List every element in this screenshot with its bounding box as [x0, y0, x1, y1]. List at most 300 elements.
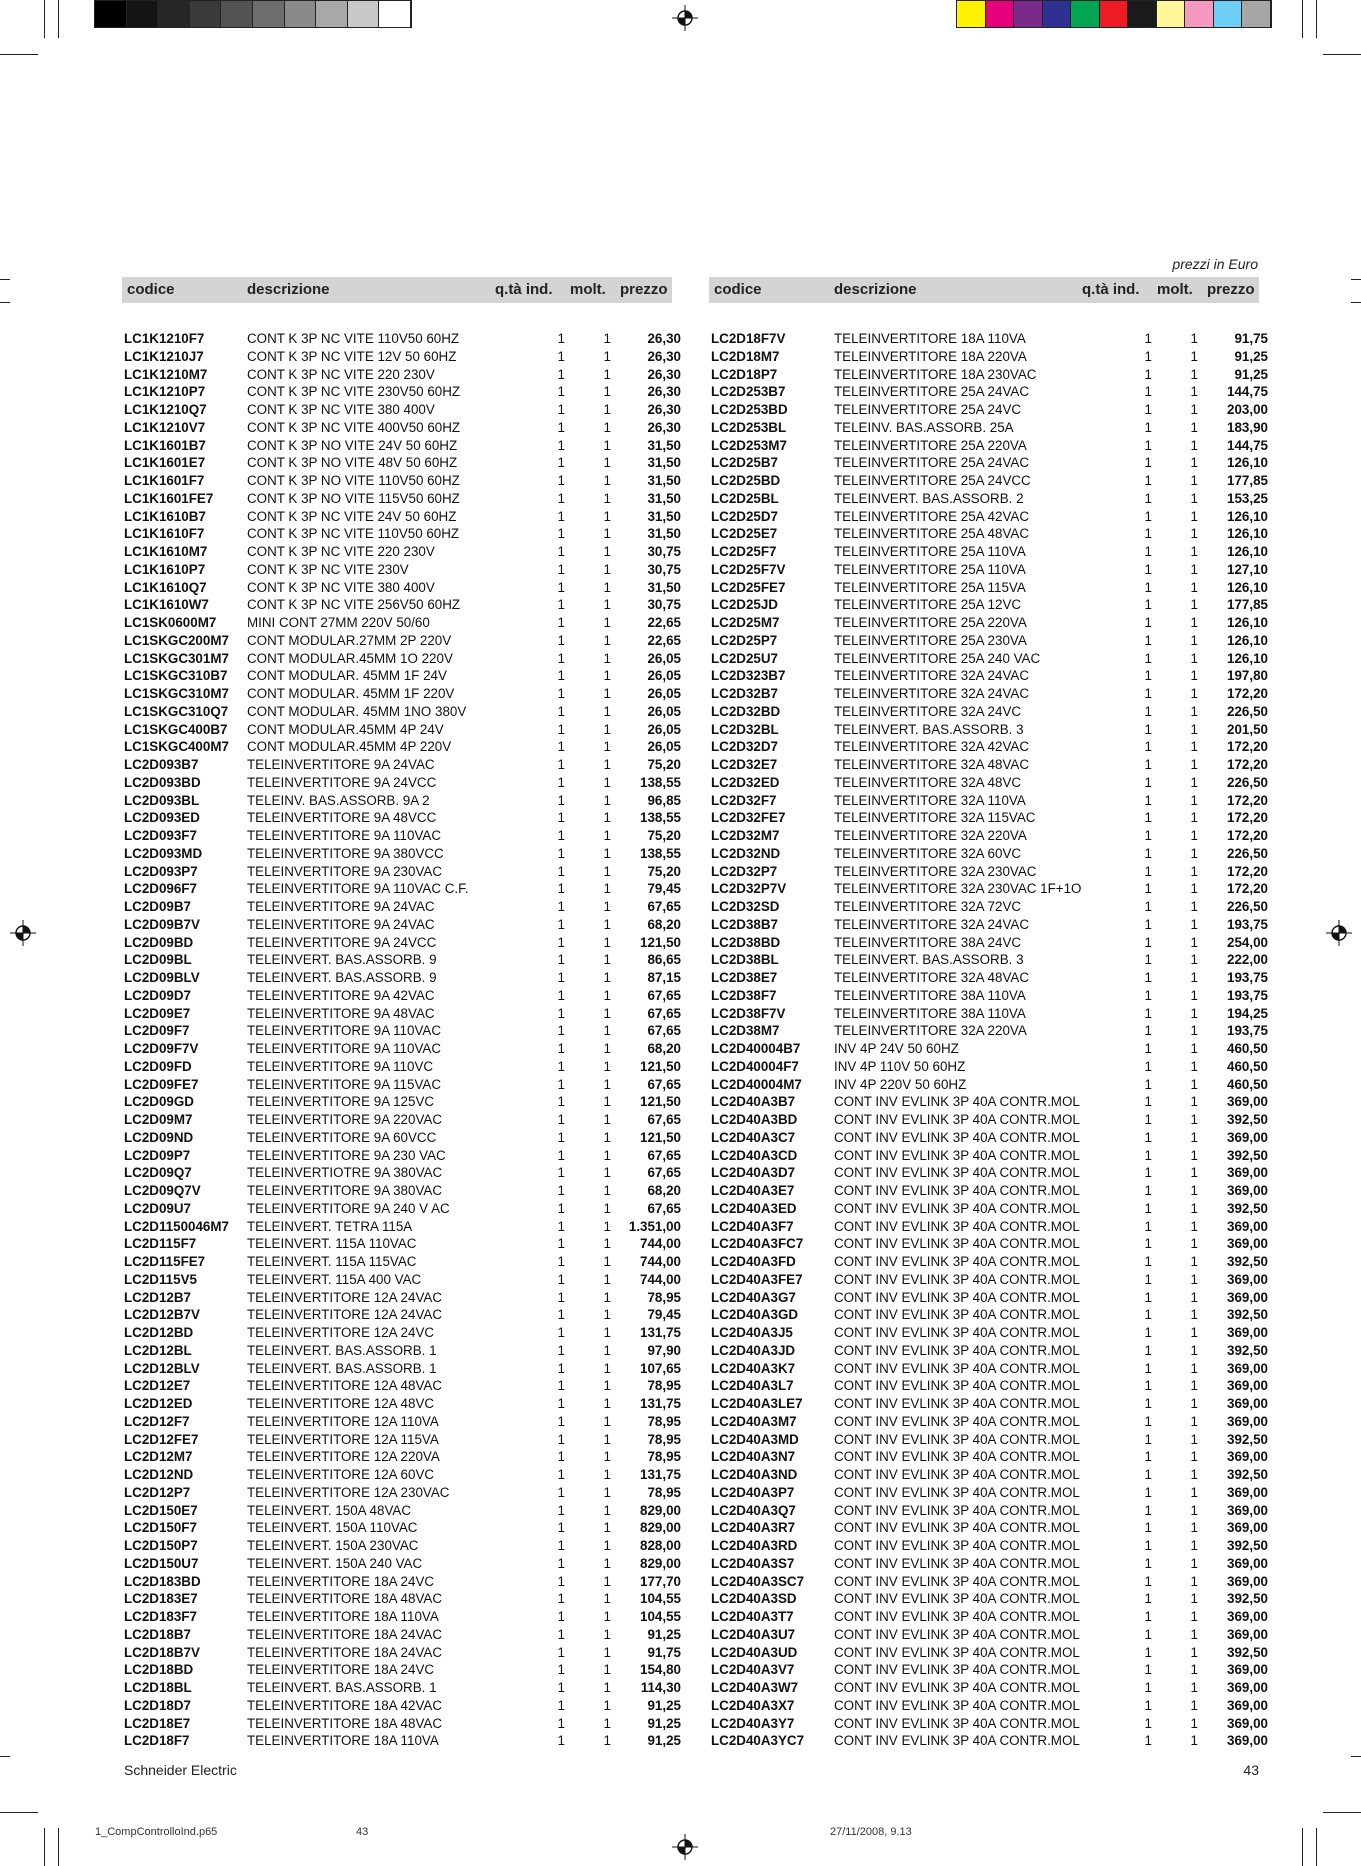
- order-multiple: 1: [1190, 970, 1198, 985]
- crop-mark: [1351, 302, 1361, 303]
- unit-price: 126,10: [1227, 526, 1268, 542]
- pack-quantity: 1: [1144, 1715, 1152, 1731]
- product-description: TELEINVERTITORE 32A 220VA: [834, 828, 1027, 843]
- unit-price: 201,50: [1227, 721, 1268, 737]
- pack-quantity: 1: [557, 1555, 565, 1571]
- unit-price: 392,50: [1227, 1112, 1268, 1127]
- color-swatch: [316, 1, 348, 27]
- table-row: [124, 721, 684, 739]
- product-description: CONT MODULAR.45MM 4P 24V: [247, 721, 444, 737]
- unit-price: 369,00: [1227, 1271, 1268, 1287]
- unit-price: 172,20: [1227, 739, 1268, 755]
- unit-price: 392,50: [1227, 1147, 1268, 1163]
- order-multiple: 1: [1190, 1112, 1198, 1127]
- pack-quantity: 1: [557, 331, 565, 346]
- color-swatch: [379, 1, 411, 27]
- table-row: [711, 1448, 1271, 1466]
- product-code: LC2D40A3FC7: [711, 1236, 804, 1252]
- unit-price: 75,20: [647, 828, 681, 843]
- product-description: TELEINVERTITORE 25A 220VA: [834, 437, 1027, 453]
- table-header-left: [122, 277, 672, 303]
- crop-mark: [1316, 1828, 1317, 1866]
- order-multiple: 1: [603, 1502, 611, 1518]
- product-description: INV 4P 220V 50 60HZ: [834, 1076, 967, 1092]
- pack-quantity: 1: [557, 632, 565, 648]
- color-swatch: [1043, 1, 1072, 27]
- unit-price: 744,00: [640, 1254, 681, 1269]
- pack-quantity: 1: [1144, 1005, 1152, 1021]
- product-code: LC2D12M7: [124, 1449, 193, 1465]
- unit-price: 138,55: [640, 845, 681, 861]
- pack-quantity: 1: [557, 1378, 565, 1394]
- product-description: TELEINVERTITORE 18A 24VAC: [247, 1644, 442, 1660]
- product-code: LC2D12FE7: [124, 1431, 199, 1447]
- unit-price: 460,50: [1227, 1076, 1268, 1092]
- product-code: LC2D40A3Q7: [711, 1502, 796, 1518]
- pack-quantity: 1: [1144, 1218, 1152, 1234]
- unit-price: 177,70: [640, 1573, 681, 1589]
- color-swatch: [190, 1, 222, 27]
- table-row: [124, 1519, 684, 1537]
- pack-quantity: 1: [557, 721, 565, 737]
- unit-price: 91,25: [1234, 366, 1268, 382]
- product-code: LC2D40A3JD: [711, 1342, 796, 1358]
- pack-quantity: 1: [1144, 1058, 1152, 1074]
- product-code: LC2D25F7: [711, 544, 777, 559]
- crop-mark: [1316, 0, 1317, 38]
- unit-price: 226,50: [1227, 899, 1268, 914]
- order-multiple: 1: [603, 1236, 611, 1252]
- product-code: LC2D09B7: [124, 899, 191, 914]
- unit-price: 153,25: [1227, 490, 1268, 506]
- unit-price: 177,85: [1227, 473, 1268, 488]
- product-code: LC2D32D7: [711, 739, 778, 755]
- product-description: TELEINVERTITORE 18A 48VAC: [247, 1715, 442, 1731]
- pack-quantity: 1: [1144, 1449, 1152, 1465]
- footer-brand: Schneider Electric: [124, 1762, 237, 1778]
- product-code: LC1K1601B7: [124, 437, 206, 453]
- product-description: TELEINVERTITORE 38A 110VA: [834, 987, 1026, 1003]
- product-description: TELEINVERTITORE 9A 230VAC: [247, 863, 442, 879]
- pack-quantity: 1: [557, 579, 565, 595]
- product-description: TELEINVERTITORE 9A 110VAC C.F.: [247, 881, 469, 897]
- product-description: TELEINVERT. BAS.ASSORB. 1: [247, 1680, 437, 1695]
- product-description: TELEINVERTITORE 25A 24VCC: [834, 473, 1031, 488]
- order-multiple: 1: [603, 1307, 611, 1323]
- product-description: TELEINVERTITORE 9A 110VC: [247, 1058, 434, 1074]
- pack-quantity: 1: [1144, 1697, 1152, 1713]
- table-row: [711, 721, 1271, 739]
- pack-quantity: 1: [1144, 455, 1152, 471]
- table-row: [711, 1484, 1271, 1502]
- product-description: INV 4P 24V 50 60HZ: [834, 1041, 959, 1056]
- order-multiple: 1: [1190, 1591, 1198, 1607]
- product-description: TELEINVERTITORE 12A 24VAC: [247, 1307, 442, 1323]
- table-row: [124, 579, 684, 597]
- product-code: LC1K1610M7: [124, 544, 208, 559]
- table-row: [711, 508, 1271, 526]
- product-description: CONT INV EVLINK 3P 40A CONTR.MOL: [834, 1360, 1080, 1376]
- unit-price: 26,30: [647, 331, 681, 346]
- product-code: LC2D093F7: [124, 828, 197, 843]
- product-description: TELEINVERTITORE 12A 24VC: [247, 1325, 435, 1340]
- color-swatch: [1128, 1, 1157, 27]
- order-multiple: 1: [603, 1094, 611, 1110]
- table-row: [124, 348, 684, 366]
- unit-price: 369,00: [1227, 1413, 1268, 1429]
- order-multiple: 1: [603, 1662, 611, 1678]
- table-row: [124, 1076, 684, 1094]
- product-description: TELEINVERTITORE 32A 115VAC: [834, 810, 1036, 826]
- table-row: [124, 454, 684, 472]
- pack-quantity: 1: [1144, 1520, 1152, 1536]
- product-description: TELEINVERT. TETRA 115A: [247, 1218, 413, 1234]
- table-row: [711, 1644, 1271, 1662]
- table-row: [124, 508, 684, 526]
- product-description: TELEINVERT. BAS.ASSORB. 1: [247, 1342, 437, 1358]
- product-code: LC2D40A3W7: [711, 1680, 799, 1695]
- product-description: TELEINVERTITORE 32A 24VC: [834, 703, 1022, 719]
- table-row: [711, 472, 1271, 490]
- order-multiple: 1: [603, 739, 611, 755]
- table-row: [711, 1253, 1271, 1271]
- unit-price: 26,05: [647, 721, 681, 737]
- unit-price: 67,65: [647, 1200, 681, 1216]
- order-multiple: 1: [603, 1360, 611, 1376]
- order-multiple: 1: [1190, 703, 1198, 719]
- pack-quantity: 1: [1144, 331, 1152, 346]
- pack-quantity: 1: [557, 881, 565, 897]
- product-code: LC2D40A3SD: [711, 1591, 797, 1607]
- order-multiple: 1: [603, 579, 611, 595]
- table-row: [124, 703, 684, 721]
- pack-quantity: 1: [557, 1538, 565, 1553]
- order-multiple: 1: [1190, 1254, 1198, 1269]
- product-code: LC2D25BD: [711, 473, 781, 488]
- unit-price: 172,20: [1227, 792, 1268, 808]
- header-price: prezzo: [1207, 281, 1255, 298]
- product-description: CONT K 3P NC VITE 12V 50 60HZ: [247, 348, 457, 364]
- product-description: TELEINVERTITORE 12A 230VAC: [247, 1484, 450, 1500]
- product-description: TELEINVERTITORE 32A 48VAC: [834, 970, 1029, 985]
- table-row: [711, 1164, 1271, 1182]
- order-multiple: 1: [1190, 1609, 1198, 1624]
- product-code: LC1K1601E7: [124, 455, 206, 471]
- unit-price: 392,50: [1227, 1431, 1268, 1447]
- table-row: [124, 1395, 684, 1413]
- table-row: [124, 1306, 684, 1324]
- unit-price: 193,75: [1227, 987, 1268, 1003]
- unit-price: 68,20: [647, 1041, 681, 1056]
- product-description: CONT K 3P NC VITE 110V50 60HZ: [247, 526, 460, 542]
- table-row: [711, 383, 1271, 401]
- table-row: [711, 792, 1271, 810]
- product-description: CONT INV EVLINK 3P 40A CONTR.MOL: [834, 1555, 1080, 1571]
- color-swatch: [1185, 1, 1214, 27]
- order-multiple: 1: [1190, 1733, 1198, 1749]
- pack-quantity: 1: [557, 774, 565, 790]
- table-row: [124, 1431, 684, 1449]
- header-multiple: molt.: [1157, 281, 1193, 298]
- pack-quantity: 1: [557, 1573, 565, 1589]
- product-code: LC2D18BL: [124, 1680, 192, 1695]
- product-code: LC1SKGC310M7: [124, 686, 229, 701]
- table-row: [711, 898, 1271, 916]
- pack-quantity: 1: [1144, 1094, 1152, 1110]
- pack-quantity: 1: [557, 1697, 565, 1713]
- pack-quantity: 1: [557, 1236, 565, 1252]
- unit-price: 30,75: [647, 561, 681, 577]
- unit-price: 91,75: [1234, 331, 1268, 346]
- product-description: TELEINVERTITORE 9A 42VAC: [247, 987, 435, 1003]
- product-code: LC2D25D7: [711, 508, 778, 524]
- product-code: LC2D40004M7: [711, 1076, 802, 1092]
- table-row: [124, 1715, 684, 1733]
- unit-price: 369,00: [1227, 1449, 1268, 1465]
- unit-price: 369,00: [1227, 1733, 1268, 1749]
- product-code: LC2D40A3V7: [711, 1662, 795, 1678]
- crop-mark: [1302, 1828, 1303, 1866]
- unit-price: 369,00: [1227, 1094, 1268, 1110]
- product-code: LC2D18B7: [124, 1626, 191, 1642]
- table-row: [711, 809, 1271, 827]
- table-row: [124, 1253, 684, 1271]
- table-row: [124, 880, 684, 898]
- product-description: TELEINVERTITORE 18A 110VA: [834, 331, 1026, 346]
- product-code: LC2D253BL: [711, 419, 787, 435]
- product-description: CONT INV EVLINK 3P 40A CONTR.MOL: [834, 1147, 1080, 1163]
- product-code: LC2D093ED: [124, 810, 200, 826]
- order-multiple: 1: [603, 437, 611, 453]
- table-row: [124, 543, 684, 561]
- order-multiple: 1: [1190, 437, 1198, 453]
- product-description: TELEINVERT. BAS.ASSORB. 9: [247, 970, 437, 985]
- product-description: TELEINVERTITORE 12A 220VA: [247, 1449, 440, 1465]
- product-code: LC2D12F7: [124, 1413, 190, 1429]
- unit-price: 67,65: [647, 1005, 681, 1021]
- product-code: LC2D40A3FE7: [711, 1271, 803, 1287]
- product-code: LC2D40A3Y7: [711, 1715, 795, 1731]
- product-code: LC2D38B7: [711, 916, 778, 932]
- table-row: [124, 667, 684, 685]
- product-description: CONT K 3P NC VITE 256V50 60HZ: [247, 597, 461, 613]
- table-row: [124, 561, 684, 579]
- order-multiple: 1: [1190, 508, 1198, 524]
- product-code: LC1SKGC301M7: [124, 650, 229, 666]
- table-row: [711, 1537, 1271, 1555]
- product-description: TELEINVERTITORE 32A 42VAC: [834, 739, 1029, 755]
- pack-quantity: 1: [557, 1680, 565, 1695]
- unit-price: 91,25: [647, 1697, 681, 1713]
- table-row: [124, 1661, 684, 1679]
- unit-price: 68,20: [647, 1183, 681, 1198]
- order-multiple: 1: [1190, 774, 1198, 790]
- table-row: [124, 1413, 684, 1431]
- order-multiple: 1: [1190, 650, 1198, 666]
- order-multiple: 1: [1190, 544, 1198, 559]
- product-code: LC2D09E7: [124, 1005, 191, 1021]
- order-multiple: 1: [1190, 1076, 1198, 1092]
- pack-quantity: 1: [1144, 703, 1152, 719]
- order-multiple: 1: [1190, 1449, 1198, 1465]
- product-description: TELEINVERTITORE 9A 110VAC: [247, 828, 441, 843]
- order-multiple: 1: [1190, 1005, 1198, 1021]
- table-row: [124, 1093, 684, 1111]
- table-row: [124, 1324, 684, 1342]
- unit-price: 392,50: [1227, 1254, 1268, 1269]
- color-swatch: [221, 1, 253, 27]
- table-row: [711, 1413, 1271, 1431]
- unit-price: 460,50: [1227, 1058, 1268, 1074]
- unit-price: 177,85: [1227, 597, 1268, 613]
- table-row: [124, 366, 684, 384]
- product-description: TELEINVERTITORE 25A 115VA: [834, 579, 1026, 595]
- unit-price: 193,75: [1227, 970, 1268, 985]
- pack-quantity: 1: [557, 1325, 565, 1340]
- pack-quantity: 1: [557, 1626, 565, 1642]
- pack-quantity: 1: [1144, 579, 1152, 595]
- product-description: TELEINVERTITORE 32A 110VA: [834, 792, 1026, 808]
- crop-mark: [1323, 1812, 1361, 1813]
- unit-price: 193,75: [1227, 916, 1268, 932]
- product-description: CONT INV EVLINK 3P 40A CONTR.MOL: [834, 1165, 1080, 1181]
- pack-quantity: 1: [1144, 348, 1152, 364]
- pack-quantity: 1: [557, 455, 565, 471]
- pack-quantity: 1: [1144, 810, 1152, 826]
- product-description: CONT INV EVLINK 3P 40A CONTR.MOL: [834, 1449, 1080, 1465]
- product-code: LC2D150F7: [124, 1520, 197, 1536]
- product-description: CONT INV EVLINK 3P 40A CONTR.MOL: [834, 1644, 1080, 1660]
- product-code: LC1K1210Q7: [124, 402, 207, 417]
- pack-quantity: 1: [557, 757, 565, 772]
- pack-quantity: 1: [557, 1076, 565, 1092]
- pack-quantity: 1: [557, 686, 565, 701]
- product-code: LC2D32P7: [711, 863, 778, 879]
- table-row: [124, 1590, 684, 1608]
- product-description: CONT INV EVLINK 3P 40A CONTR.MOL: [834, 1431, 1080, 1447]
- crop-mark: [1351, 279, 1361, 280]
- unit-price: 91,25: [647, 1733, 681, 1749]
- table-row: [711, 366, 1271, 384]
- product-description: TELEINVERTITORE 18A 42VAC: [247, 1697, 442, 1713]
- unit-price: 194,25: [1227, 1005, 1268, 1021]
- table-row: [711, 579, 1271, 597]
- pack-quantity: 1: [1144, 1555, 1152, 1571]
- order-multiple: 1: [1190, 561, 1198, 577]
- unit-price: 369,00: [1227, 1396, 1268, 1411]
- pack-quantity: 1: [557, 1342, 565, 1358]
- pack-quantity: 1: [1144, 419, 1152, 435]
- table-row: [124, 987, 684, 1005]
- unit-price: 369,00: [1227, 1378, 1268, 1394]
- order-multiple: 1: [603, 1200, 611, 1216]
- process-color-bar: [956, 0, 1272, 28]
- table-row: [711, 774, 1271, 792]
- pack-quantity: 1: [1144, 1307, 1152, 1323]
- table-row: [124, 383, 684, 401]
- order-multiple: 1: [603, 828, 611, 843]
- unit-price: 829,00: [640, 1555, 681, 1571]
- product-description: TELEINVERT. 115A 115VAC: [247, 1254, 417, 1269]
- order-multiple: 1: [603, 1342, 611, 1358]
- table-row: [124, 898, 684, 916]
- order-multiple: 1: [603, 1467, 611, 1482]
- product-code: LC1SKGC310B7: [124, 668, 228, 684]
- table-row: [711, 561, 1271, 579]
- order-multiple: 1: [1190, 881, 1198, 897]
- order-multiple: 1: [603, 792, 611, 808]
- crop-mark: [0, 302, 10, 303]
- product-code: LC2D40A3RD: [711, 1538, 798, 1553]
- registration-mark-icon: [1326, 920, 1352, 946]
- unit-price: 121,50: [640, 1094, 681, 1110]
- product-description: CONT INV EVLINK 3P 40A CONTR.MOL: [834, 1342, 1080, 1358]
- product-description: TELEINVERTITORE 38A 24VC: [834, 934, 1022, 950]
- product-description: TELEINVERTITORE 25A 12VC: [834, 597, 1022, 613]
- product-description: CONT K 3P NO VITE 48V 50 60HZ: [247, 455, 458, 471]
- pack-quantity: 1: [1144, 1431, 1152, 1447]
- table-row: [124, 738, 684, 756]
- product-description: TELEINVERTITORE 18A 230VAC: [834, 366, 1037, 382]
- pack-quantity: 1: [1144, 1396, 1152, 1411]
- order-multiple: 1: [1190, 987, 1198, 1003]
- table-row: [711, 1377, 1271, 1395]
- unit-price: 369,00: [1227, 1502, 1268, 1518]
- table-row: [711, 1626, 1271, 1644]
- unit-price: 369,00: [1227, 1325, 1268, 1340]
- product-code: LC2D09BLV: [124, 970, 200, 985]
- pack-quantity: 1: [557, 845, 565, 861]
- slug-file-name: 1_CompControlloInd.p65: [95, 1826, 218, 1838]
- product-description: CONT K 3P NC VITE 380 400V: [247, 579, 435, 595]
- product-description: TELEINVERTITORE 25A 24VAC: [834, 384, 1029, 400]
- product-description: TELEINVERTITORE 9A 24VCC: [247, 774, 437, 790]
- product-description: TELEINVERTITORE 9A 48VCC: [247, 810, 437, 826]
- pack-quantity: 1: [557, 508, 565, 524]
- order-multiple: 1: [1190, 1413, 1198, 1429]
- table-row: [124, 437, 684, 455]
- unit-price: 126,10: [1227, 508, 1268, 524]
- table-row: [124, 1005, 684, 1023]
- order-multiple: 1: [1190, 331, 1198, 346]
- order-multiple: 1: [603, 1271, 611, 1287]
- product-code: LC2D09Q7V: [124, 1183, 201, 1198]
- unit-price: 30,75: [647, 597, 681, 613]
- pack-quantity: 1: [557, 1254, 565, 1269]
- pack-quantity: 1: [1144, 1626, 1152, 1642]
- product-code: LC2D09P7: [124, 1147, 191, 1163]
- product-code: LC2D12BLV: [124, 1360, 200, 1376]
- product-description: CONT INV EVLINK 3P 40A CONTR.MOL: [834, 1183, 1080, 1198]
- unit-price: 79,45: [647, 881, 681, 897]
- product-code: LC2D18E7: [124, 1715, 191, 1731]
- product-code: LC2D093B7: [124, 757, 199, 772]
- order-multiple: 1: [603, 1715, 611, 1731]
- product-code: LC2D40A3YC7: [711, 1733, 805, 1749]
- product-description: CONT MODULAR. 45MM 1F 24V: [247, 668, 447, 684]
- pack-quantity: 1: [1144, 1413, 1152, 1429]
- order-multiple: 1: [1190, 686, 1198, 701]
- table-row: [711, 1022, 1271, 1040]
- table-row: [711, 454, 1271, 472]
- order-multiple: 1: [603, 1041, 611, 1056]
- unit-price: 829,00: [640, 1520, 681, 1536]
- pack-quantity: 1: [1144, 916, 1152, 932]
- order-multiple: 1: [603, 526, 611, 542]
- table-row: [711, 667, 1271, 685]
- product-description: CONT INV EVLINK 3P 40A CONTR.MOL: [834, 1236, 1080, 1252]
- product-description: TELEINVERT. 150A 48VAC: [247, 1502, 411, 1518]
